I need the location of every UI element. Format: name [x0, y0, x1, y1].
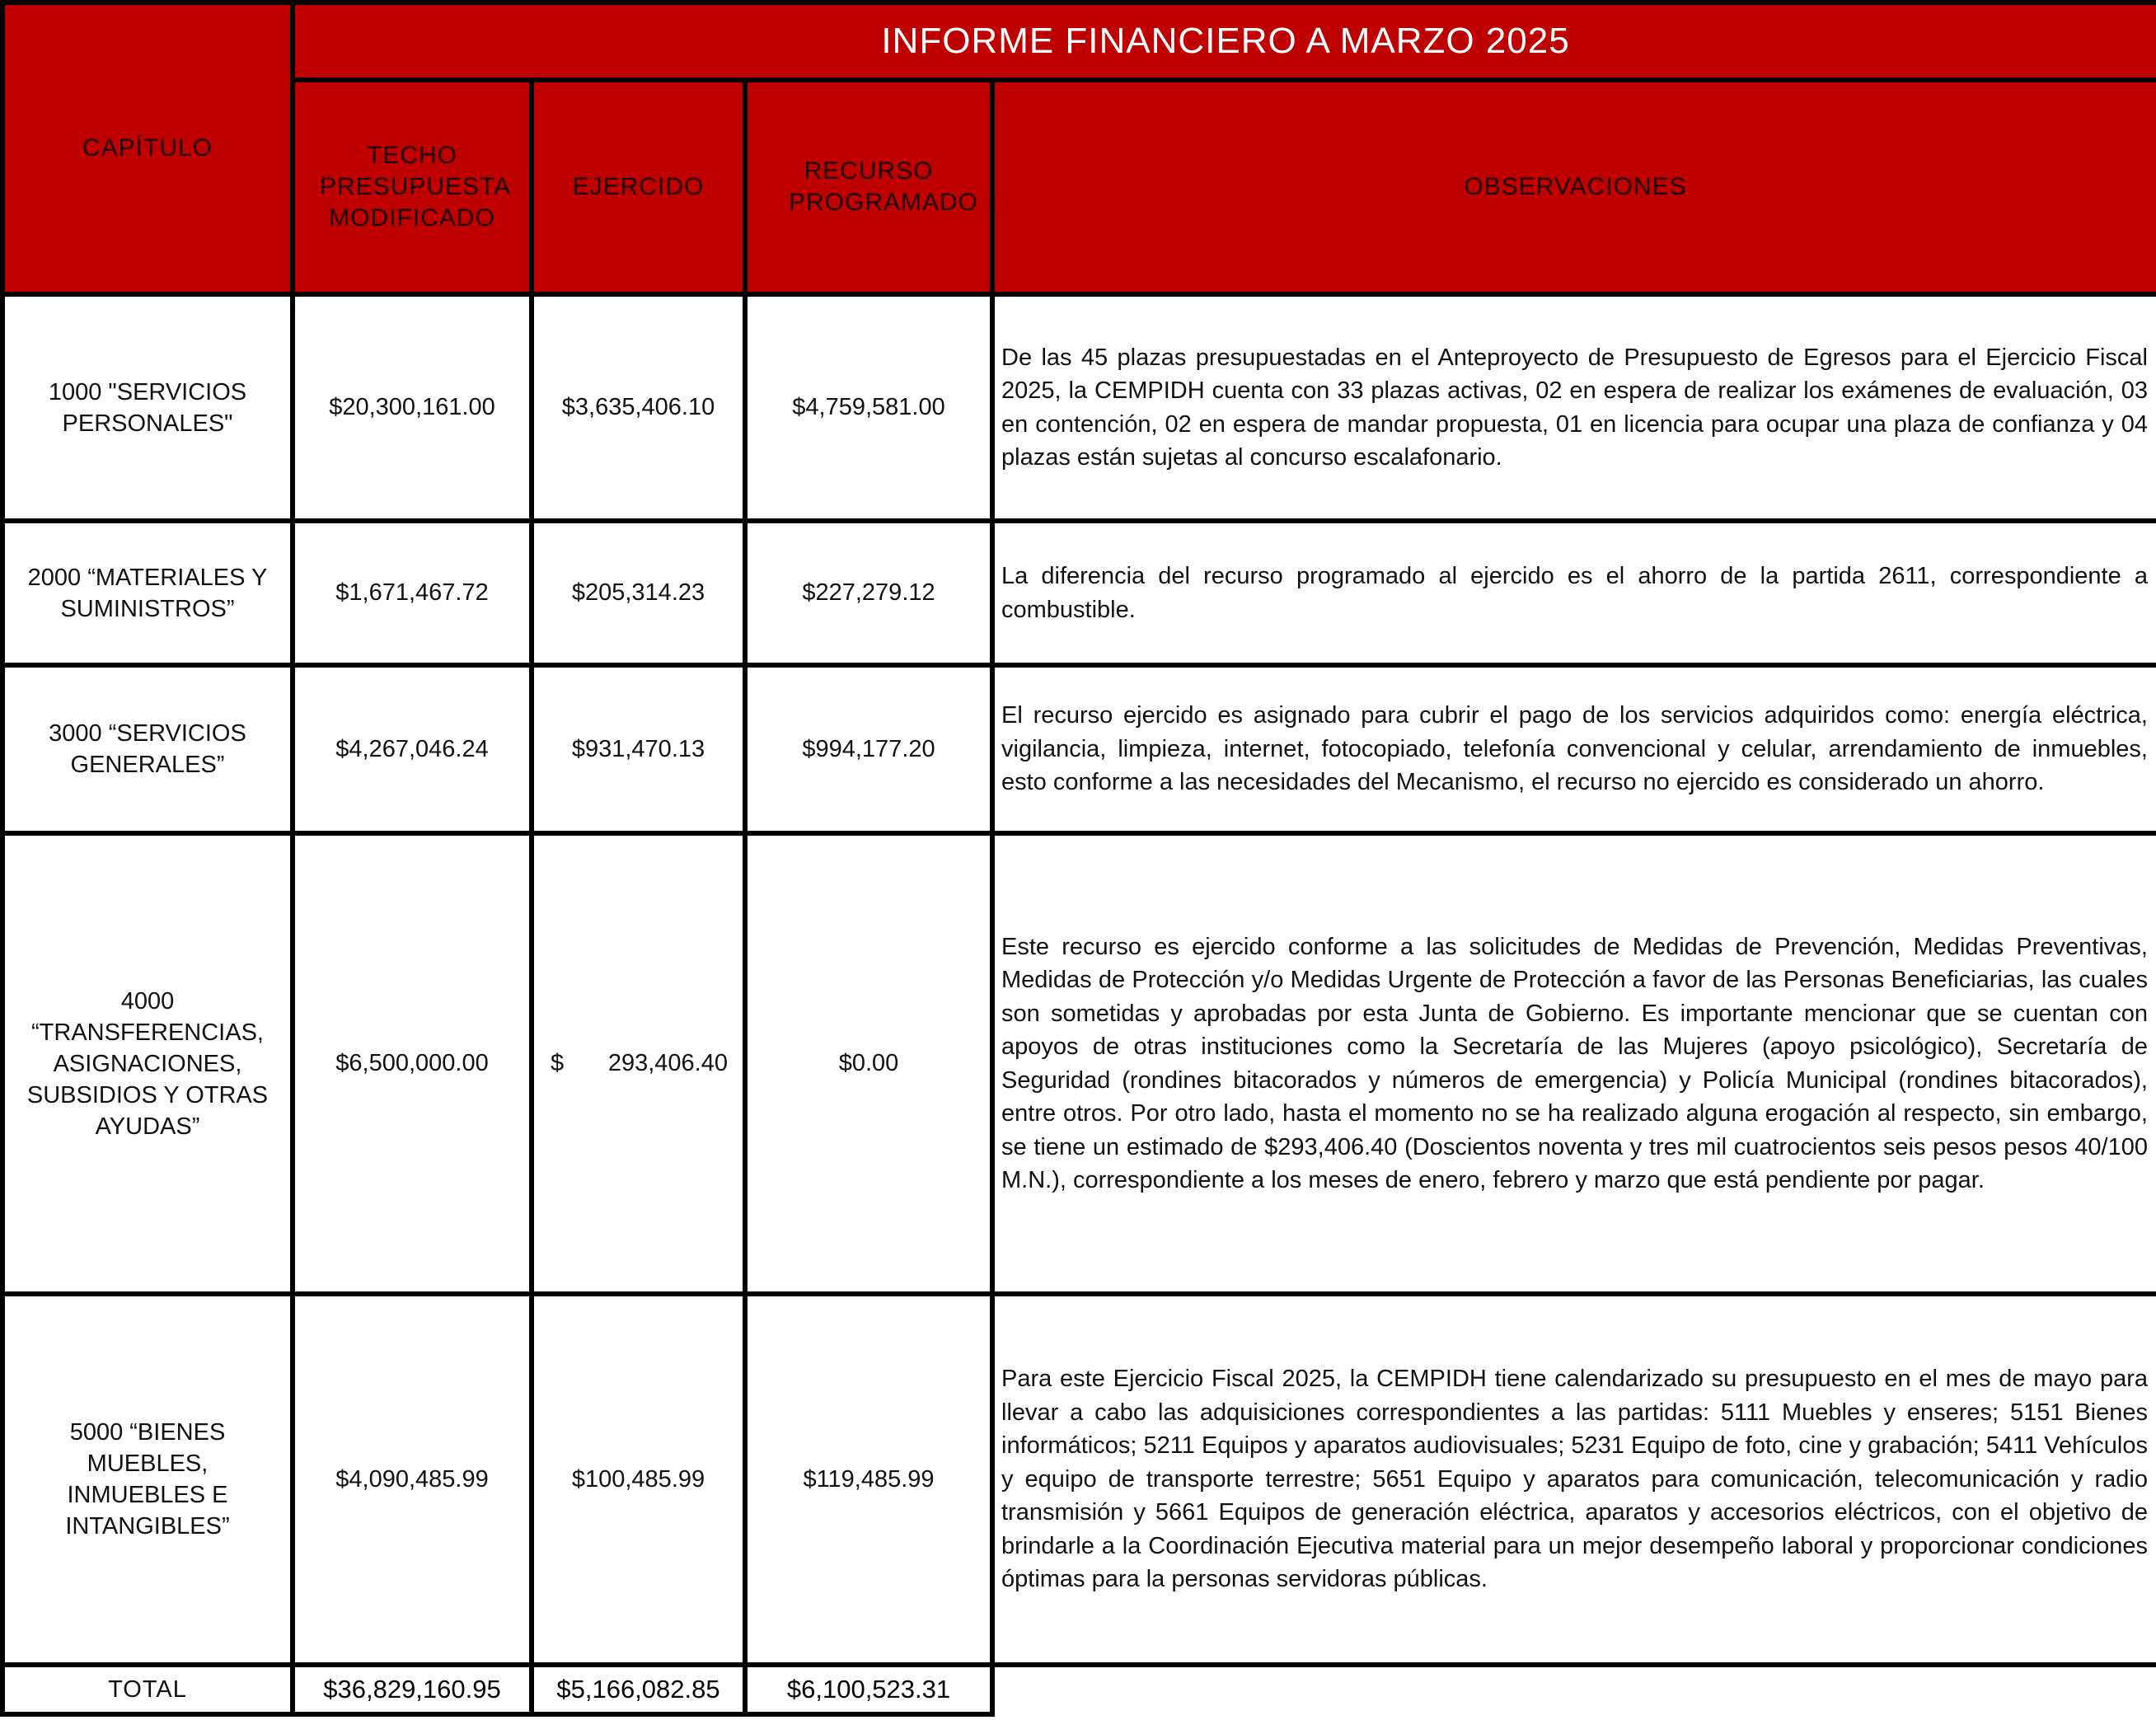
chapter-label: 3000 “SERVICIOS GENERALES”	[49, 720, 246, 778]
exercised-amount: 293,406.40	[607, 1050, 728, 1076]
currency-symbol: $	[551, 1050, 565, 1076]
observations-cell: El recurso ejercido es asignado para cubrir el pago de los servicios adquiridos como: energía eléctrica, vigilancia, limpieza, internet, fotocopiado, telefonía convencional y celular, arrendamiento de inmuebles, esto conforme a las necesidades del Mecanismo, el recurso no ejercido es considerado un ahorro.	[992, 665, 2156, 833]
chapter-cell	[2, 665, 293, 833]
budget-cell: $6,500,000.00	[293, 833, 532, 1294]
budget-cell: $1,671,467.72	[293, 521, 532, 665]
header-scheduled	[745, 80, 992, 294]
scheduled-cell: $994,177.20	[745, 665, 992, 833]
budget-cell: $20,300,161.00	[293, 294, 532, 521]
exercised-cell: $205,314.23	[532, 521, 745, 665]
total-scheduled: $6,100,523.31	[745, 1665, 992, 1714]
chapter-cell	[2, 833, 293, 1294]
total-label: TOTAL	[2, 1665, 293, 1714]
exercised-cell	[532, 833, 745, 1294]
table-row	[2, 521, 2156, 665]
chapter-label: 4000 “TRANSFERENCIAS, ASIGNACIONES, SUBSIDIOS Y OTRAS AYUDAS”	[26, 987, 269, 1140]
exercised-cell: $100,485.99	[532, 1294, 745, 1665]
chapter-cell	[2, 1294, 293, 1665]
observations-cell: De las 45 plazas presupuestadas en el Anteproyecto de Presupuesto de Egresos para el Ejercicio Fiscal 2025, la CEMPIDH cuenta con 33 plazas activas, 02 en espera de realizar los exámenes de evaluación, 03 en contención, 02 en espera de mandar propuesta, 01 en licencia para ocupar una plaza de confianza y 04 plazas están sujetas al concurso escalafonario.	[992, 294, 2156, 521]
total-row	[2, 1665, 2156, 1714]
header-budget-label: TECHO PRESUPUESTA MODIFICADO	[320, 142, 512, 232]
chapter-label: 5000 “BIENES MUEBLES, INMUEBLES E INTANGIBLES”	[65, 1419, 230, 1540]
observations-cell: La diferencia del recurso programado al ejercido es el ahorro de la partida 2611, correspondiente a combustible.	[992, 521, 2156, 665]
report-title-text: INFORME FINANCIERO A MARZO 2025	[881, 21, 1570, 61]
chapter-cell	[2, 294, 293, 521]
column-header-row	[2, 80, 2156, 294]
header-observations	[992, 80, 2156, 294]
budget-cell: $4,090,485.99	[293, 1294, 532, 1665]
chapter-label: 1000 "SERVICIOS PERSONALES"	[48, 378, 247, 437]
table-row	[2, 294, 2156, 521]
header-scheduled-label: RECURSO PROGRAMADO	[789, 157, 979, 216]
table-row	[2, 665, 2156, 833]
exercised-cell: $931,470.13	[532, 665, 745, 833]
header-budget	[293, 80, 532, 294]
table-row	[2, 1294, 2156, 1665]
chapter-cell	[2, 521, 293, 665]
header-observations-label: OBSERVACIONES	[1464, 173, 1687, 200]
header-chapter-label: CAPÍTULO	[82, 134, 213, 162]
table-row	[2, 833, 2156, 1294]
total-budget: $36,829,160.95	[293, 1665, 532, 1714]
scheduled-cell: $227,279.12	[745, 521, 992, 665]
chapter-label: 2000 “MATERIALES Y SUMINISTROS”	[27, 564, 268, 622]
exercised-cell: $3,635,406.10	[532, 294, 745, 521]
budget-cell: $4,267,046.24	[293, 665, 532, 833]
report-title	[293, 2, 2156, 80]
header-exercised-label: EJERCIDO	[572, 173, 705, 200]
scheduled-cell: $119,485.99	[745, 1294, 992, 1665]
scheduled-cell: $4,759,581.00	[745, 294, 992, 521]
observations-cell: Este recurso es ejercido conforme a las solicitudes de Medidas de Prevención, Medidas Preventivas, Medidas de Protección y/o Medidas Urgente de Protección a favor de las Personas Beneficiarias, las cuales son sometidas y aprobadas por esta Junta de Gobierno. Es importante mencionar que se cuentan con apoyos de otras instituciones como la Secretaría de las Mujeres (apoyo psicológico), Secretaría de Seguridad (rondines bitacorados y números de emergencia) y Policía Municipal (rondines bitacorados), entre otros. Por otro lado, hasta el momento no se ha realizado alguna erogación al respecto, sin embargo, se tiene un estimado de $293,406.40 (Doscientos noventa y tres mil cuatrocientos seis pesos pesos 40/100 M.N.), correspondiente a los meses de enero, febrero y marzo que está pendiente por pagar.	[992, 833, 2156, 1294]
total-empty-cell	[992, 1665, 2156, 1714]
header-exercised	[532, 80, 745, 294]
observations-cell: Para este Ejercicio Fiscal 2025, la CEMPIDH tiene calendarizado su presupuesto en el mes de mayo para llevar a cabo las adquisiciones correspondientes a las partidas: 5111 Muebles y enseres; 5151 Bienes informáticos; 5211 Equipos y aparatos audiovisuales; 5231 Equipo de foto, cine y grabación; 5411 Vehículos y equipo de transporte terrestre; 5651 Equipo y aparatos para comunicación, telecomunicación y radio transmisión y 5661 Equipos de generación eléctrica, aparatos y accesorios eléctricos, con el objetivo de brindarle a la Coordinación Ejecutiva material para un mejor desempeño laboral y proporcionar condiciones óptimas para la personas servidoras públicas.	[992, 1294, 2156, 1665]
title-row	[2, 2, 2156, 80]
header-chapter	[2, 2, 293, 294]
scheduled-cell: $0.00	[745, 833, 992, 1294]
total-exercised: $5,166,082.85	[532, 1665, 745, 1714]
